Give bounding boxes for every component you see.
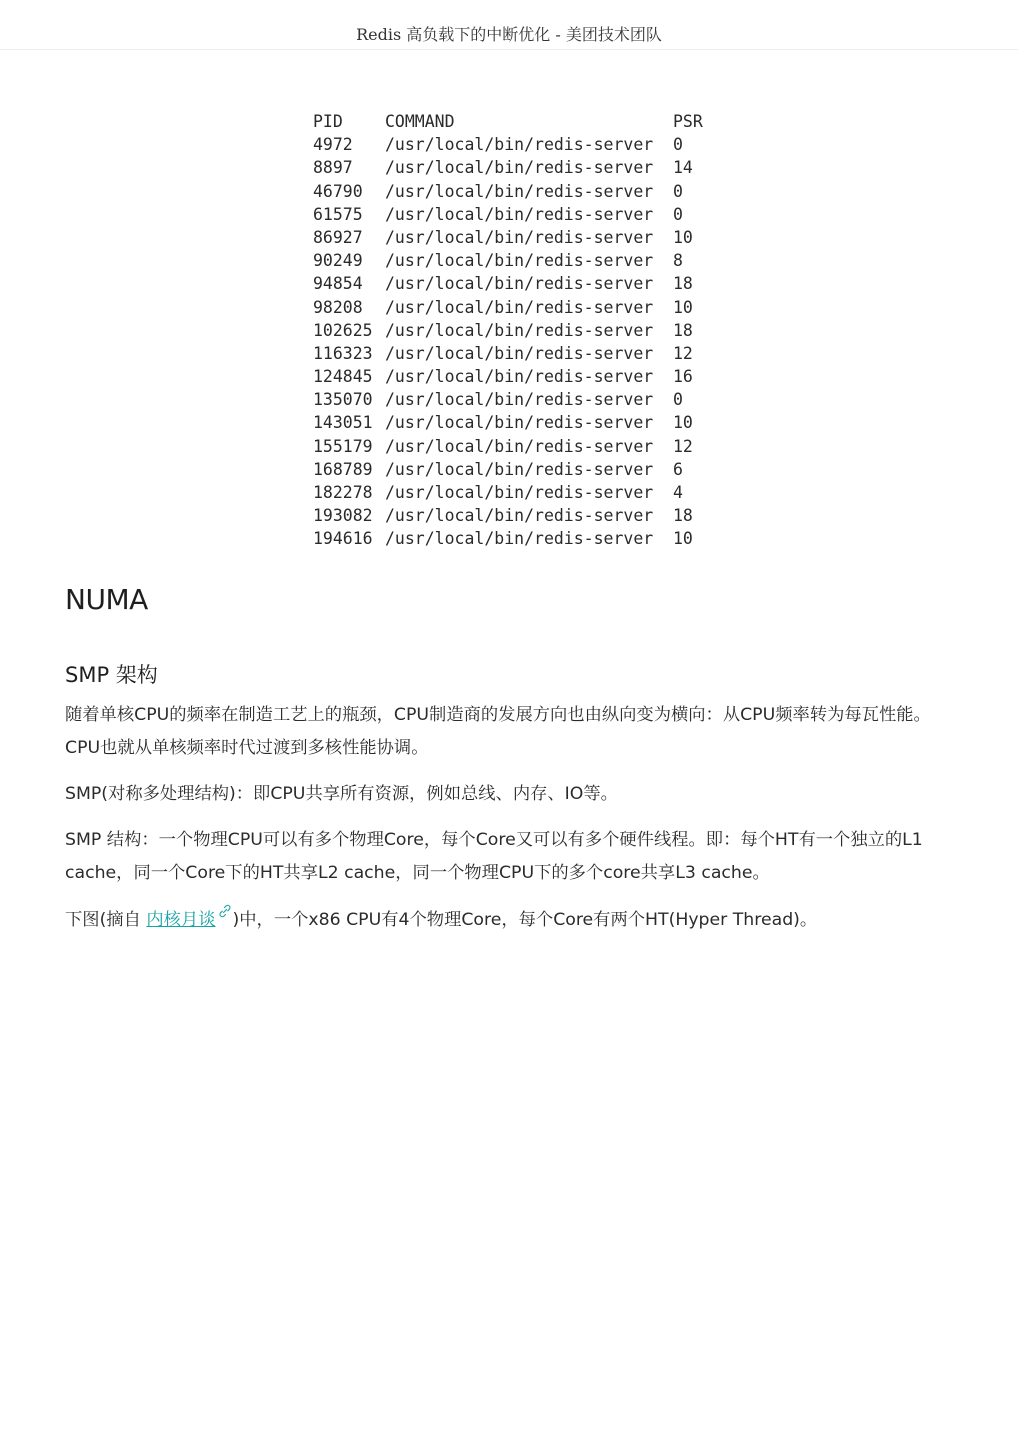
article-content bbox=[65, 580, 950, 937]
pid-cell: 193082 bbox=[313, 506, 373, 526]
pid-cell: 8897 bbox=[313, 158, 353, 178]
pid-cell: 135070 bbox=[313, 390, 373, 410]
psr-cell: 10 bbox=[673, 297, 693, 317]
ps-table-row bbox=[313, 342, 713, 365]
pid-cell: 116323 bbox=[313, 343, 373, 363]
psr-cell: 18 bbox=[673, 274, 693, 294]
pid-cell: 168789 bbox=[313, 459, 373, 479]
paragraph-cpu-trend: 随着单核CPU的频率在制造工艺上的瓶颈，CPU制造商的发展方向也由纵向变为横向：从CPU频率转为每瓦性能。CPU也就从单核频率时代过渡到多核性能协调。 bbox=[65, 705, 931, 758]
ps-table-row bbox=[313, 527, 713, 550]
command-cell: /usr/local/bin/redis-server bbox=[385, 274, 654, 294]
command-cell: /usr/local/bin/redis-server bbox=[385, 297, 654, 317]
command-cell: /usr/local/bin/redis-server bbox=[385, 506, 654, 526]
pid-cell: 86927 bbox=[313, 227, 363, 247]
pid-cell: 94854 bbox=[313, 274, 363, 294]
command-cell: /usr/local/bin/redis-server bbox=[385, 227, 654, 247]
command-cell: /usr/local/bin/redis-server bbox=[385, 181, 654, 201]
psr-cell: 12 bbox=[673, 343, 693, 363]
command-cell: /usr/local/bin/redis-server bbox=[385, 413, 654, 433]
command-cell: /usr/local/bin/redis-server bbox=[385, 135, 654, 155]
ps-table-row bbox=[313, 458, 713, 481]
command-cell: /usr/local/bin/redis-server bbox=[385, 529, 654, 549]
command-cell: /usr/local/bin/redis-server bbox=[385, 436, 654, 456]
psr-cell: 0 bbox=[673, 390, 683, 410]
figure-intro-prefix: 下图(摘自 bbox=[65, 910, 147, 930]
ps-table-row bbox=[313, 272, 713, 295]
page-header-title: Redis 高负载下的中断优化 - 美团技术团队 bbox=[356, 25, 662, 44]
ps-header-row bbox=[313, 110, 713, 133]
pid-cell: 102625 bbox=[313, 320, 373, 340]
pid-cell: 46790 bbox=[313, 181, 363, 201]
heading-smp: SMP 架构 bbox=[65, 663, 158, 687]
ps-table-row bbox=[313, 156, 713, 179]
column-header-command: COMMAND bbox=[385, 112, 455, 131]
psr-cell: 0 bbox=[673, 181, 683, 201]
ps-output-table bbox=[313, 110, 713, 551]
kernel-monthly-link[interactable]: 内核月谈 bbox=[146, 910, 216, 930]
command-cell: /usr/local/bin/redis-server bbox=[385, 320, 654, 340]
ps-table-row bbox=[313, 296, 713, 319]
ps-table-row bbox=[313, 481, 713, 504]
command-cell: /usr/local/bin/redis-server bbox=[385, 390, 654, 410]
ps-table-row bbox=[313, 319, 713, 342]
page-header bbox=[0, 0, 1018, 50]
ps-table-row bbox=[313, 180, 713, 203]
command-cell: /usr/local/bin/redis-server bbox=[385, 483, 654, 502]
psr-cell: 6 bbox=[673, 459, 683, 479]
paragraph-smp-structure: SMP 结构：一个物理CPU可以有多个物理Core，每个Core又可以有多个硬件线程。即：每个HT有一个独立的L1 cache，同一个Core下的HT共享L2 cache，同一个物理CPU下的多个core共享L3 cache。 bbox=[65, 830, 923, 883]
heading-numa: NUMA bbox=[65, 583, 148, 616]
psr-cell: 16 bbox=[673, 367, 693, 387]
column-header-pid: PID bbox=[313, 112, 343, 131]
pid-cell: 4972 bbox=[313, 135, 353, 155]
paragraph-figure-intro bbox=[65, 903, 950, 937]
command-cell: /usr/local/bin/redis-server bbox=[385, 459, 654, 479]
psr-cell: 4 bbox=[673, 483, 683, 502]
ps-table-row bbox=[313, 365, 713, 388]
psr-cell: 8 bbox=[673, 251, 683, 271]
psr-cell: 18 bbox=[673, 506, 693, 526]
ps-table-row bbox=[313, 411, 713, 434]
pid-cell: 143051 bbox=[313, 413, 373, 433]
external-link-icon bbox=[217, 903, 233, 919]
figure-intro-suffix: )中，一个x86 CPU有4个物理Core，每个Core有两个HT(Hyper Thread)。 bbox=[232, 910, 818, 930]
psr-cell: 10 bbox=[673, 413, 693, 433]
pid-cell: 194616 bbox=[313, 529, 373, 549]
pid-cell: 61575 bbox=[313, 204, 363, 224]
psr-cell: 14 bbox=[673, 158, 693, 178]
ps-table-row bbox=[313, 388, 713, 411]
pid-cell: 155179 bbox=[313, 436, 373, 456]
pid-cell: 98208 bbox=[313, 297, 363, 317]
psr-cell: 0 bbox=[673, 135, 683, 155]
ps-table-row bbox=[313, 226, 713, 249]
psr-cell: 0 bbox=[673, 204, 683, 224]
ps-table-row bbox=[313, 249, 713, 272]
psr-cell: 18 bbox=[673, 320, 693, 340]
command-cell: /usr/local/bin/redis-server bbox=[385, 343, 654, 363]
ps-table-row bbox=[313, 435, 713, 458]
pid-cell: 182278 bbox=[313, 483, 373, 502]
psr-cell: 10 bbox=[673, 227, 693, 247]
ps-table-row bbox=[313, 504, 713, 527]
psr-cell: 12 bbox=[673, 436, 693, 456]
command-cell: /usr/local/bin/redis-server bbox=[385, 158, 654, 178]
pid-cell: 90249 bbox=[313, 251, 363, 271]
ps-table-row bbox=[313, 133, 713, 156]
command-cell: /usr/local/bin/redis-server bbox=[385, 251, 654, 271]
ps-table-row bbox=[313, 203, 713, 226]
command-cell: /usr/local/bin/redis-server bbox=[385, 204, 654, 224]
command-cell: /usr/local/bin/redis-server bbox=[385, 367, 654, 387]
pid-cell: 124845 bbox=[313, 367, 373, 387]
psr-cell: 10 bbox=[673, 529, 693, 549]
column-header-psr: PSR bbox=[673, 112, 703, 131]
paragraph-smp-definition: SMP(对称多处理结构)：即CPU共享所有资源，例如总线、内存、IO等。 bbox=[65, 784, 618, 804]
